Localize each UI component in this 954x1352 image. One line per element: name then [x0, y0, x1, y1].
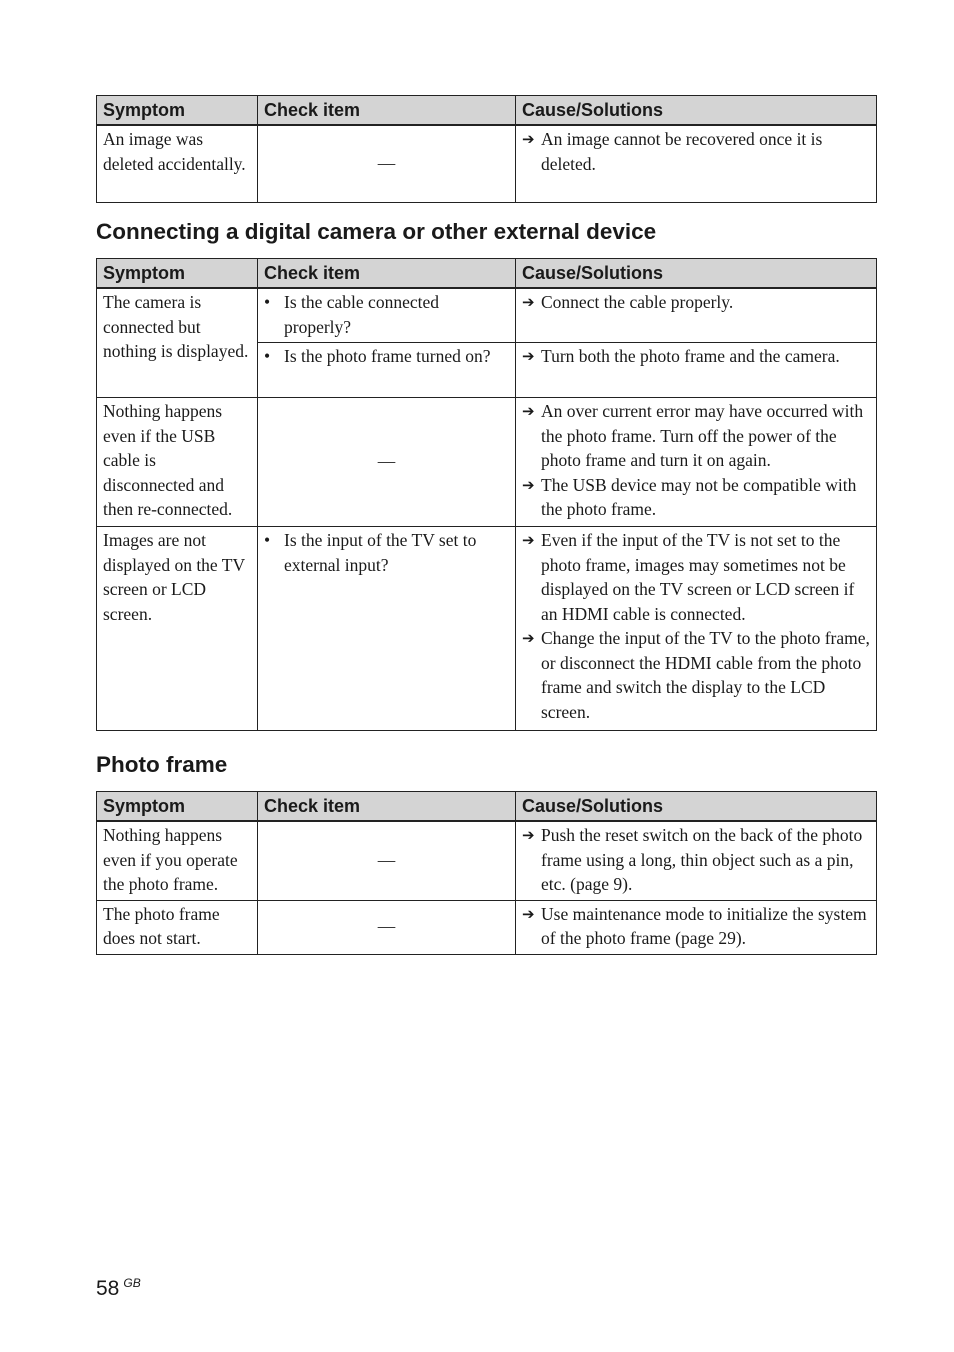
- arrow-icon: ➔: [522, 347, 535, 365]
- arrow-icon: ➔: [522, 629, 535, 647]
- table-row: [97, 398, 877, 527]
- header-check-item: Check item: [258, 259, 516, 289]
- header-symptom: Symptom: [97, 259, 258, 289]
- check-item-cell: —: [258, 900, 516, 954]
- cause-cell: ➔ Turn both the photo frame and the camera.: [516, 343, 877, 398]
- check-item-cell: —: [258, 821, 516, 900]
- page-language-code: GB: [123, 1276, 141, 1290]
- check-item-cell: • Is the input of the TV set to external input?: [258, 527, 516, 731]
- symptom-cell: The photo frame does not start.: [97, 900, 258, 954]
- bullet-icon: •: [264, 346, 271, 366]
- header-symptom: Symptom: [97, 792, 258, 822]
- header-symptom: Symptom: [97, 96, 258, 126]
- arrow-icon: ➔: [522, 293, 535, 311]
- symptom-cell: Nothing happens even if you operate the photo frame.: [97, 821, 258, 900]
- troubleshooting-table-photo-frame: [96, 791, 877, 955]
- section-heading-photo-frame: Photo frame: [96, 752, 228, 777]
- arrow-icon: ➔: [522, 402, 535, 420]
- header-cause-solutions: Cause/Solutions: [516, 259, 877, 289]
- cause-cell: ➔ Use maintenance mode to initialize the system of the photo frame (page 29).: [516, 900, 877, 954]
- troubleshooting-table-camera: [96, 258, 877, 731]
- table-row: [97, 125, 877, 202]
- arrow-icon: ➔: [522, 904, 535, 923]
- header-check-item: Check item: [258, 792, 516, 822]
- table-row: [97, 821, 877, 900]
- header-check-item: Check item: [258, 96, 516, 126]
- symptom-cell: Nothing happens even if the USB cable is disconnected and then re-connected.: [97, 398, 258, 527]
- arrow-icon: ➔: [522, 531, 535, 549]
- table-row: [97, 288, 877, 343]
- table-row: [97, 527, 877, 731]
- bullet-icon: •: [264, 292, 271, 312]
- section-heading-camera: Connecting a digital camera or other external device: [96, 219, 657, 244]
- bullet-icon: •: [264, 530, 271, 550]
- symptom-cell: An image was deleted accidentally.: [97, 125, 258, 202]
- header-cause-solutions: Cause/Solutions: [516, 96, 877, 126]
- arrow-icon: ➔: [522, 475, 535, 494]
- check-item-cell: —: [258, 125, 516, 202]
- symptom-cell: Images are not displayed on the TV screen or LCD screen.: [97, 527, 258, 731]
- cause-cell: ➔ Connect the cable properly.: [516, 288, 877, 343]
- page-number: 58 $^{GB}$: [96, 1276, 141, 1300]
- arrow-icon: ➔: [522, 826, 535, 844]
- table-row: [97, 900, 877, 954]
- check-item-cell: • Is the cable connected properly?: [258, 288, 516, 343]
- symptom-cell: The camera is connected but nothing is displayed.: [97, 288, 258, 398]
- troubleshooting-table-images: [96, 95, 877, 203]
- cause-cell: ➔ An image cannot be recovered once it is deleted.: [516, 125, 877, 202]
- check-item-cell: —: [258, 398, 516, 527]
- header-cause-solutions: Cause/Solutions: [516, 792, 877, 822]
- cause-cell: ➔ Even if the input of the TV is not set to the photo frame, images may sometimes not be displayed on the TV screen or LCD screen if an HDMI cable is connected. ➔ Change the input of the TV to the photo frame, or disconnect the HDMI cable from the photo frame and switch the display to the LCD screen.: [516, 527, 877, 731]
- cause-cell: ➔ Push the reset switch on the back of the photo frame using a long, thin object such as a pin, etc. (page 9).: [516, 821, 877, 900]
- check-item-cell: • Is the photo frame turned on?: [258, 343, 516, 398]
- arrow-icon: ➔: [522, 130, 535, 148]
- cause-cell: ➔ An over current error may have occurred with the photo frame. Turn off the power of the photo frame and turn it on again. ➔ The USB device may not be compatible with the photo frame.: [516, 398, 877, 527]
